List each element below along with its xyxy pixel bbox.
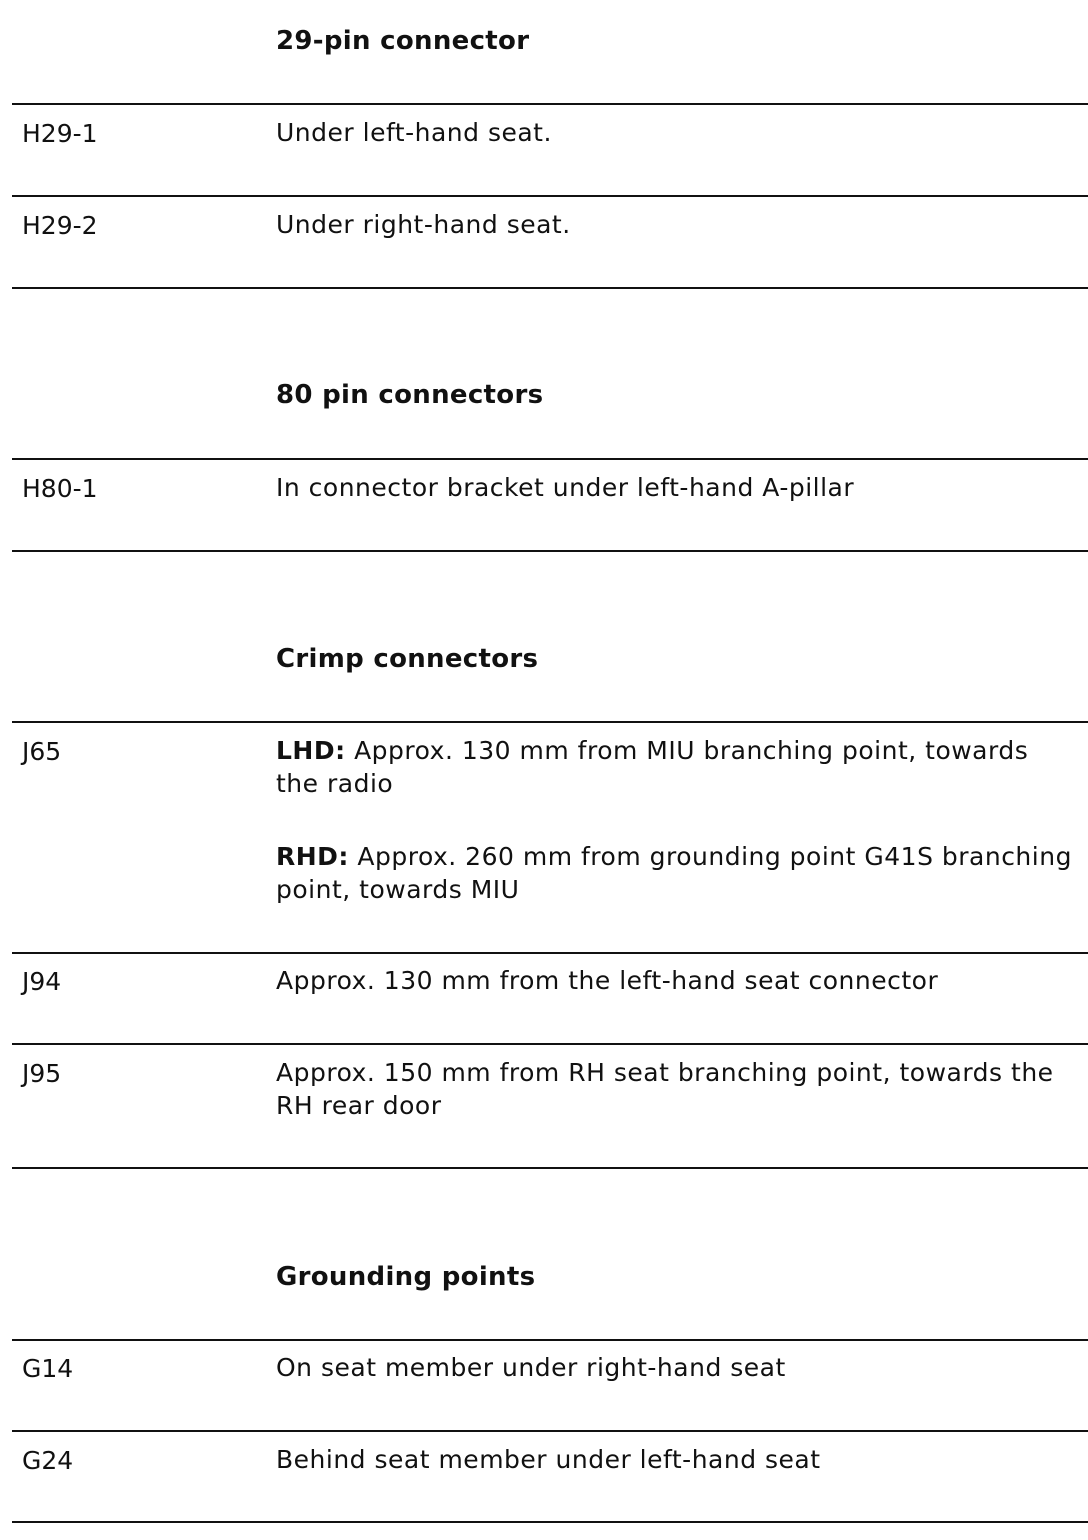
divider [12, 195, 1088, 197]
row-desc-j94: Approx. 130 mm from the left-hand seat connector [276, 966, 939, 995]
lhd-label: LHD: [276, 736, 346, 765]
rhd-text: Approx. 260 mm from grounding point G41S branching point, towards MIU [276, 842, 1072, 904]
divider [12, 1521, 1088, 1523]
section-heading-crimp: Crimp connectors [276, 644, 539, 674]
row-desc-h29-2: Under right-hand seat. [276, 210, 571, 239]
divider [12, 458, 1088, 460]
divider [12, 287, 1088, 289]
row-desc-g24: Behind seat member under left-hand seat [276, 1445, 821, 1474]
divider [12, 721, 1088, 723]
row-code-j94: J94 [22, 967, 62, 996]
row-desc-h80-1: In connector bracket under left-hand A-pillar [276, 473, 855, 502]
row-desc-h29-1: Under left-hand seat. [276, 118, 552, 147]
row-desc-j95: Approx. 150 mm from RH seat branching point, towards the RH rear door [276, 1058, 1054, 1120]
row-code-h29-2: H29-2 [22, 211, 98, 240]
divider [12, 952, 1088, 954]
section-heading-80-pin: 80 pin connectors [276, 380, 544, 410]
divider [12, 1167, 1088, 1169]
divider [12, 550, 1088, 552]
divider [12, 1043, 1088, 1045]
row-code-g14: G14 [22, 1354, 74, 1383]
row-code-h80-1: H80-1 [22, 474, 98, 503]
row-desc-g14: On seat member under right-hand seat [276, 1353, 786, 1382]
lhd-text: Approx. 130 mm from MIU branching point, towards the radio [276, 736, 1029, 798]
row-code-j65: J65 [22, 737, 62, 766]
row-code-g24: G24 [22, 1446, 74, 1475]
row-desc-j65-rhd [276, 840, 1076, 906]
row-desc-j65-lhd [276, 734, 1076, 800]
divider [12, 103, 1088, 105]
section-heading-grounding: Grounding points [276, 1262, 536, 1292]
section-heading-29-pin: 29-pin connector [276, 26, 530, 56]
row-code-j95: J95 [22, 1059, 62, 1088]
divider [12, 1339, 1088, 1341]
rhd-label: RHD: [276, 842, 349, 871]
row-code-h29-1: H29-1 [22, 119, 98, 148]
divider [12, 1430, 1088, 1432]
